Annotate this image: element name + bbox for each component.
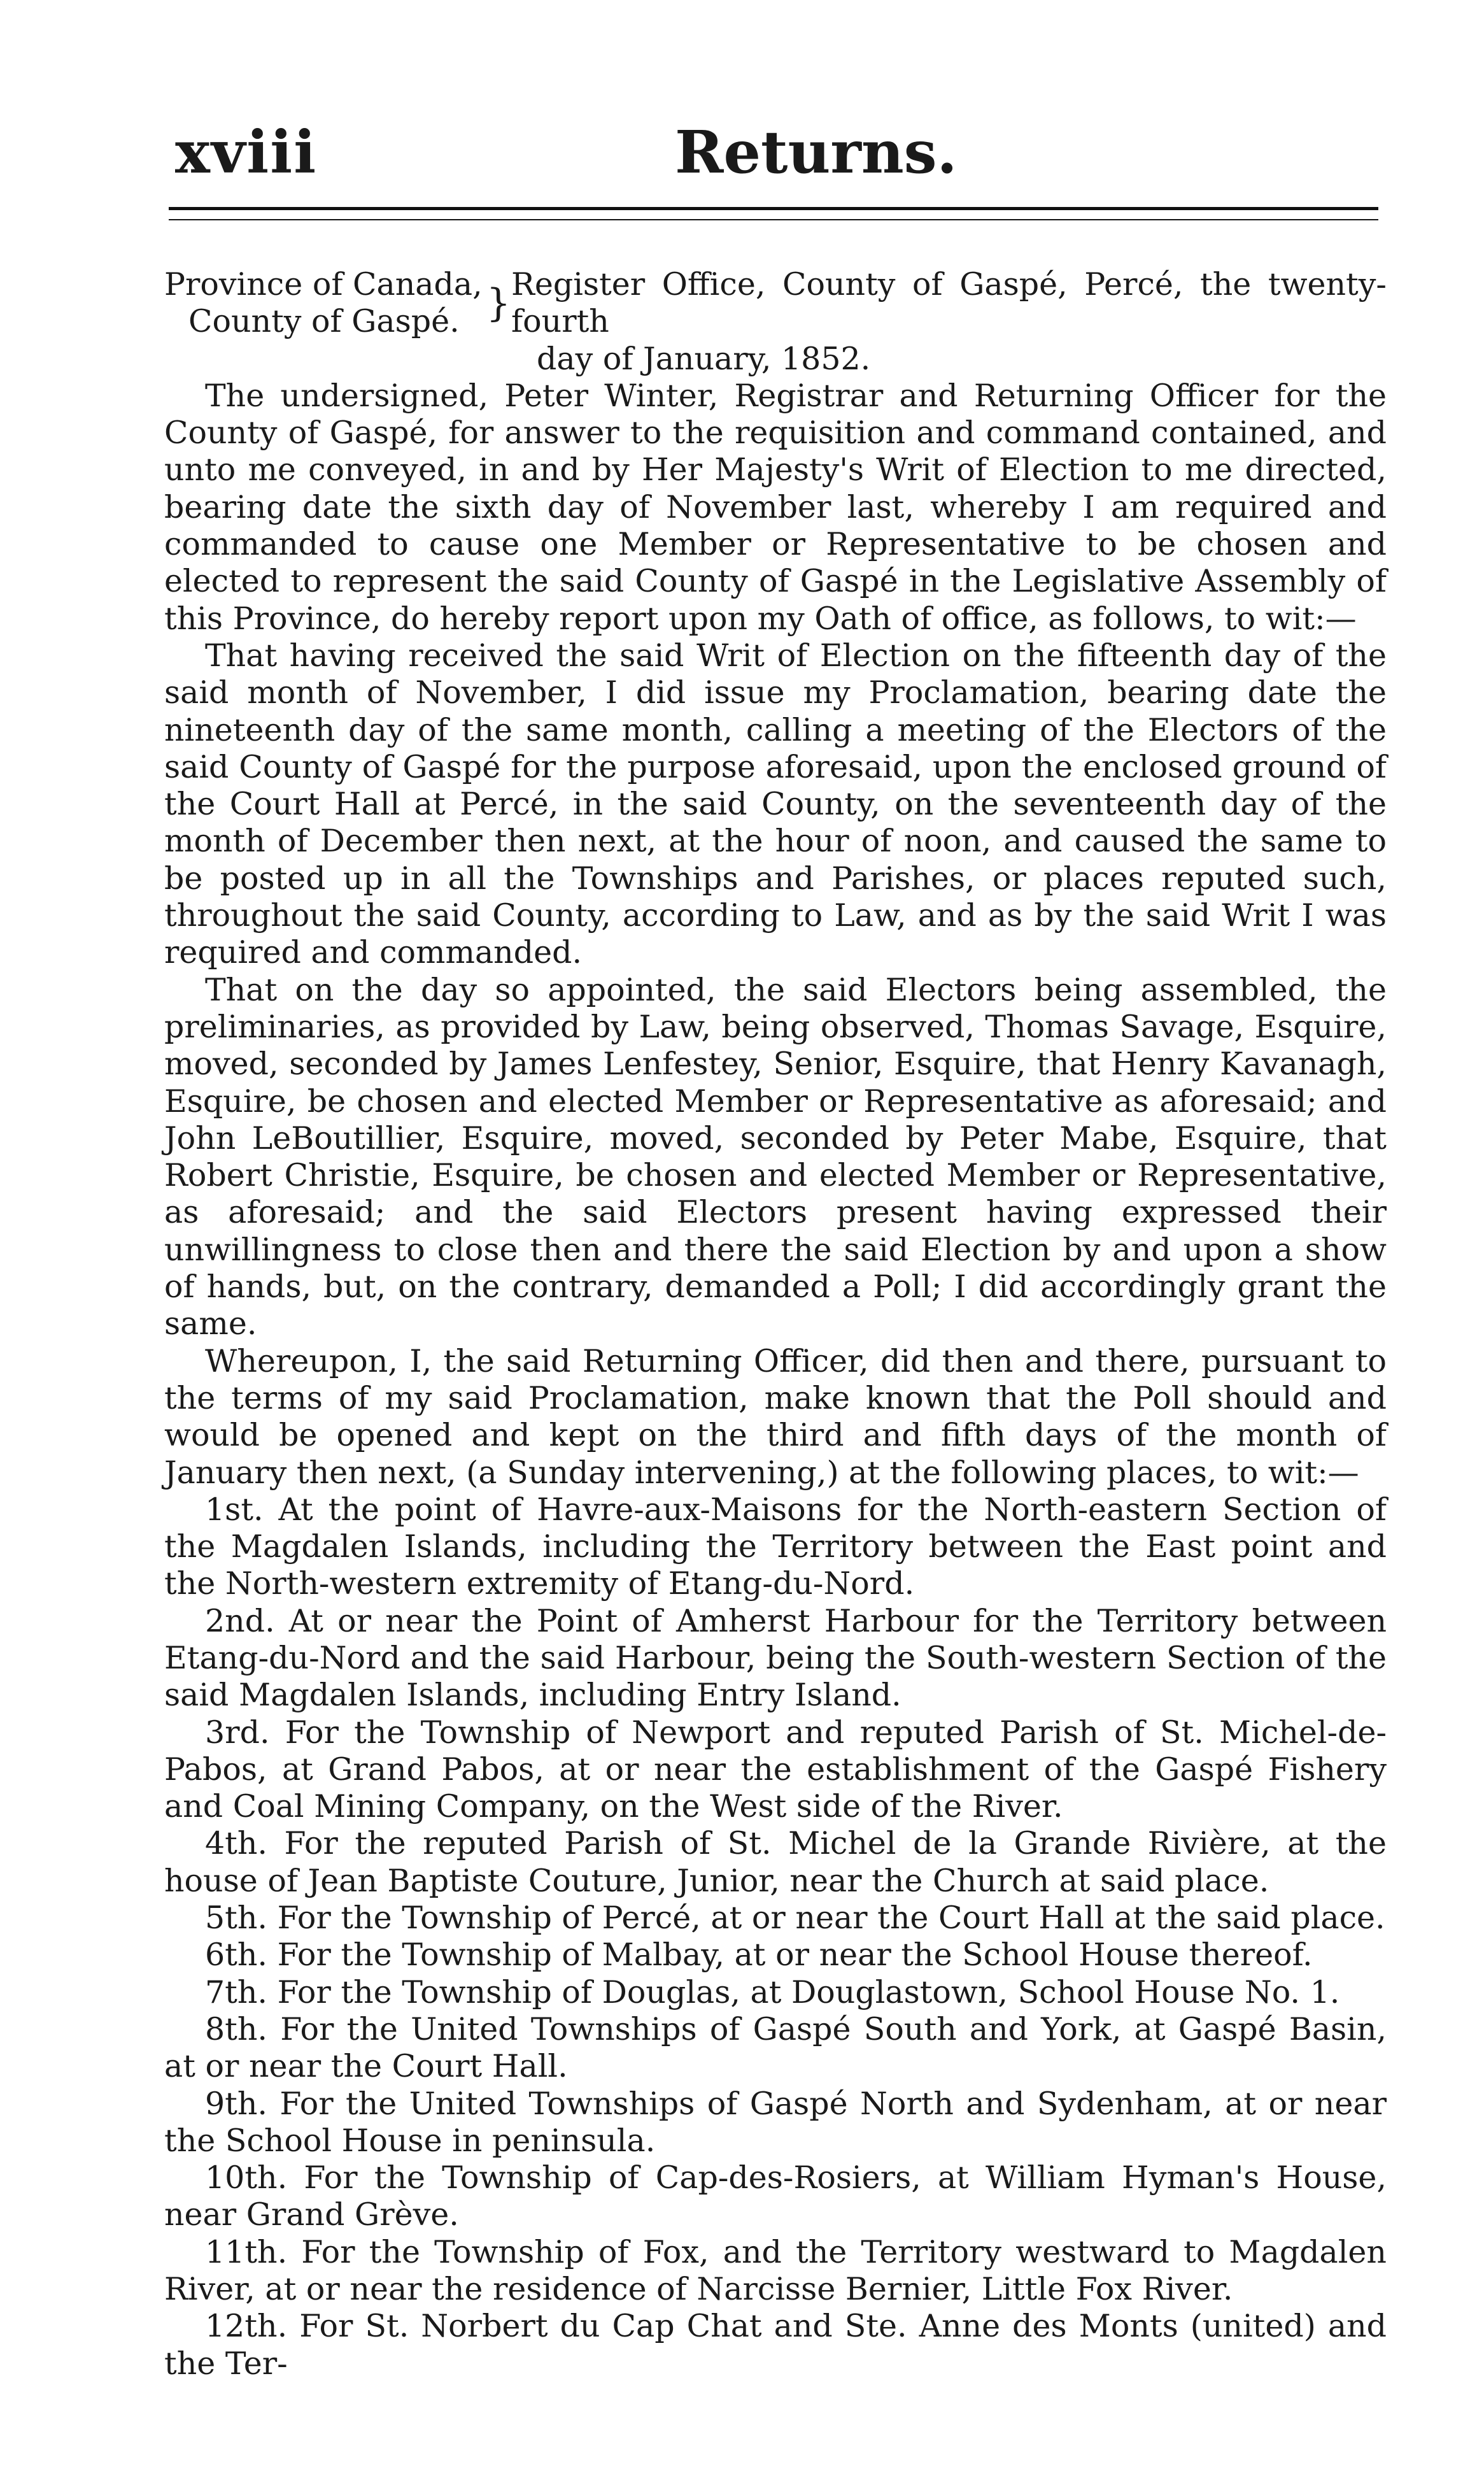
polling-place-1: 1st. At the point of Havre-aux-Maisons for the North-eastern Section of the Magdalen Islands, including the Territory between the East point and the North-western extremity of Etang-du-Nord. bbox=[164, 1491, 1387, 1602]
polling-place-11: 11th. For the Township of Fox, and the Territory westward to Magdalen River, at or near the residence of Narcisse Bernier, Little Fox River. bbox=[164, 2233, 1387, 2308]
header-rule-thick bbox=[169, 207, 1378, 210]
polling-place-4: 4th. For the reputed Parish of St. Michel de la Grande Rivière, at the house of Jean Baptiste Couture, Junior, near the Church at said place. bbox=[164, 1825, 1387, 1899]
polling-place-6: 6th. For the Township of Malbay, at or near the School House thereof. bbox=[205, 1937, 1313, 1974]
polling-place-12: 12th. For St. Norbert du Cap Chat and Ste. Anne des Monts (united) and the Ter- bbox=[164, 2308, 1387, 2382]
paragraph-nomination: That on the day so appointed, the said Electors being assembled, the preliminaries, as provided by Law, being observed, Thomas Savage, Esquire, moved, seconded by James Lenfestey, Senior, Esquire, that Henry Kavanagh, Esquire, be chosen and elected Member or Representative as aforesaid; and John LeBoutillier, Esquire, moved, seconded by Peter Mabe, Esquire, that Robert Christie, Esquire, be chosen and elected Member or Representative, as aforesaid; and the said Electors present having expressed their unwillingness to close then and there the said Election by and upon a show of hands, but, on the contrary, demanded a Poll; I did accordingly grant the same. bbox=[164, 971, 1387, 1342]
polling-place-8: 8th. For the United Townships of Gaspé South and York, at Gaspé Basin, at or near the Court Hall. bbox=[164, 2010, 1387, 2085]
return-heading bbox=[164, 266, 1387, 378]
heading-office: Register Office, County of Gaspé, Percé, the twenty-fourth bbox=[511, 266, 1387, 340]
paragraph-report: The undersigned, Peter Winter, Registrar and Returning Officer for the County of Gaspé, for answer to the requisition and command contained, and unto me conveyed, in and by Her Majesty's Writ of Election to me directed, bearing date the sixth day of November last, whereby I am required and commanded to cause one Member or Representative to be chosen and elected to represent the said County of Gaspé in the Legislative Assembly of this Province, do hereby report upon my Oath of office, as follows, to wit:— bbox=[164, 377, 1387, 637]
page-number: xviii bbox=[175, 118, 318, 187]
heading-date: day of January, 1852. bbox=[537, 340, 871, 377]
polling-place-10: 10th. For the Township of Cap-des-Rosiers, at William Hyman's House, near Grand Grève. bbox=[164, 2159, 1387, 2233]
heading-dateline bbox=[511, 266, 1387, 378]
polling-place-5: 5th. For the Township of Percé, at or near the Court Hall at the said place. bbox=[205, 1900, 1385, 1937]
brace-glyph: } bbox=[486, 281, 511, 325]
running-title: Returns. bbox=[675, 118, 958, 187]
polling-place-2: 2nd. At or near the Point of Amherst Harbour for the Territory between Etang-du-Nord and the said Harbour, being the South-western Section of the said Magdalen Islands, including Entry Island. bbox=[164, 1602, 1387, 1714]
heading-county: County of Gaspé. bbox=[188, 303, 460, 340]
paragraph-poll: Whereupon, I, the said Returning Officer, did then and there, pursuant to the terms of my said Proclamation, make known that the Poll should and would be opened and kept on the third and fifth days of the month of January then next, (a Sunday intervening,) at the following places, to wit:— bbox=[164, 1342, 1387, 1491]
header-rule-thin bbox=[169, 219, 1378, 220]
heading-jurisdiction bbox=[164, 266, 486, 341]
paragraph-proclamation: That having received the said Writ of Election on the fifteenth day of the said month of November, I did issue my Proclamation, bearing date the nineteenth day of the same month, calling a meeting of the Electors of the said County of Gaspé for the purpose aforesaid, upon the enclosed ground of the Court Hall at Percé, in the said County, on the seventeenth day of the month of December then next, at the hour of noon, and caused the same to be posted up in all the Townships and Parishes, or places reputed such, throughout the said County, according to Law, and as by the said Writ I was required and commanded. bbox=[164, 637, 1387, 971]
polling-place-7: 7th. For the Township of Douglas, at Douglastown, School House No. 1. bbox=[205, 1974, 1340, 2010]
polling-place-3: 3rd. For the Township of Newport and reputed Parish of St. Michel-de-Pabos, at Grand Pabos, at or near the establishment of the Gaspé Fishery and Coal Mining Company, on the West side of the River. bbox=[164, 1714, 1387, 1825]
heading-province: Province of Canada, bbox=[164, 266, 483, 302]
polling-place-9: 9th. For the United Townships of Gaspé North and Sydenham, at or near the School House in peninsula. bbox=[164, 2085, 1387, 2159]
document-body bbox=[164, 266, 1387, 2382]
